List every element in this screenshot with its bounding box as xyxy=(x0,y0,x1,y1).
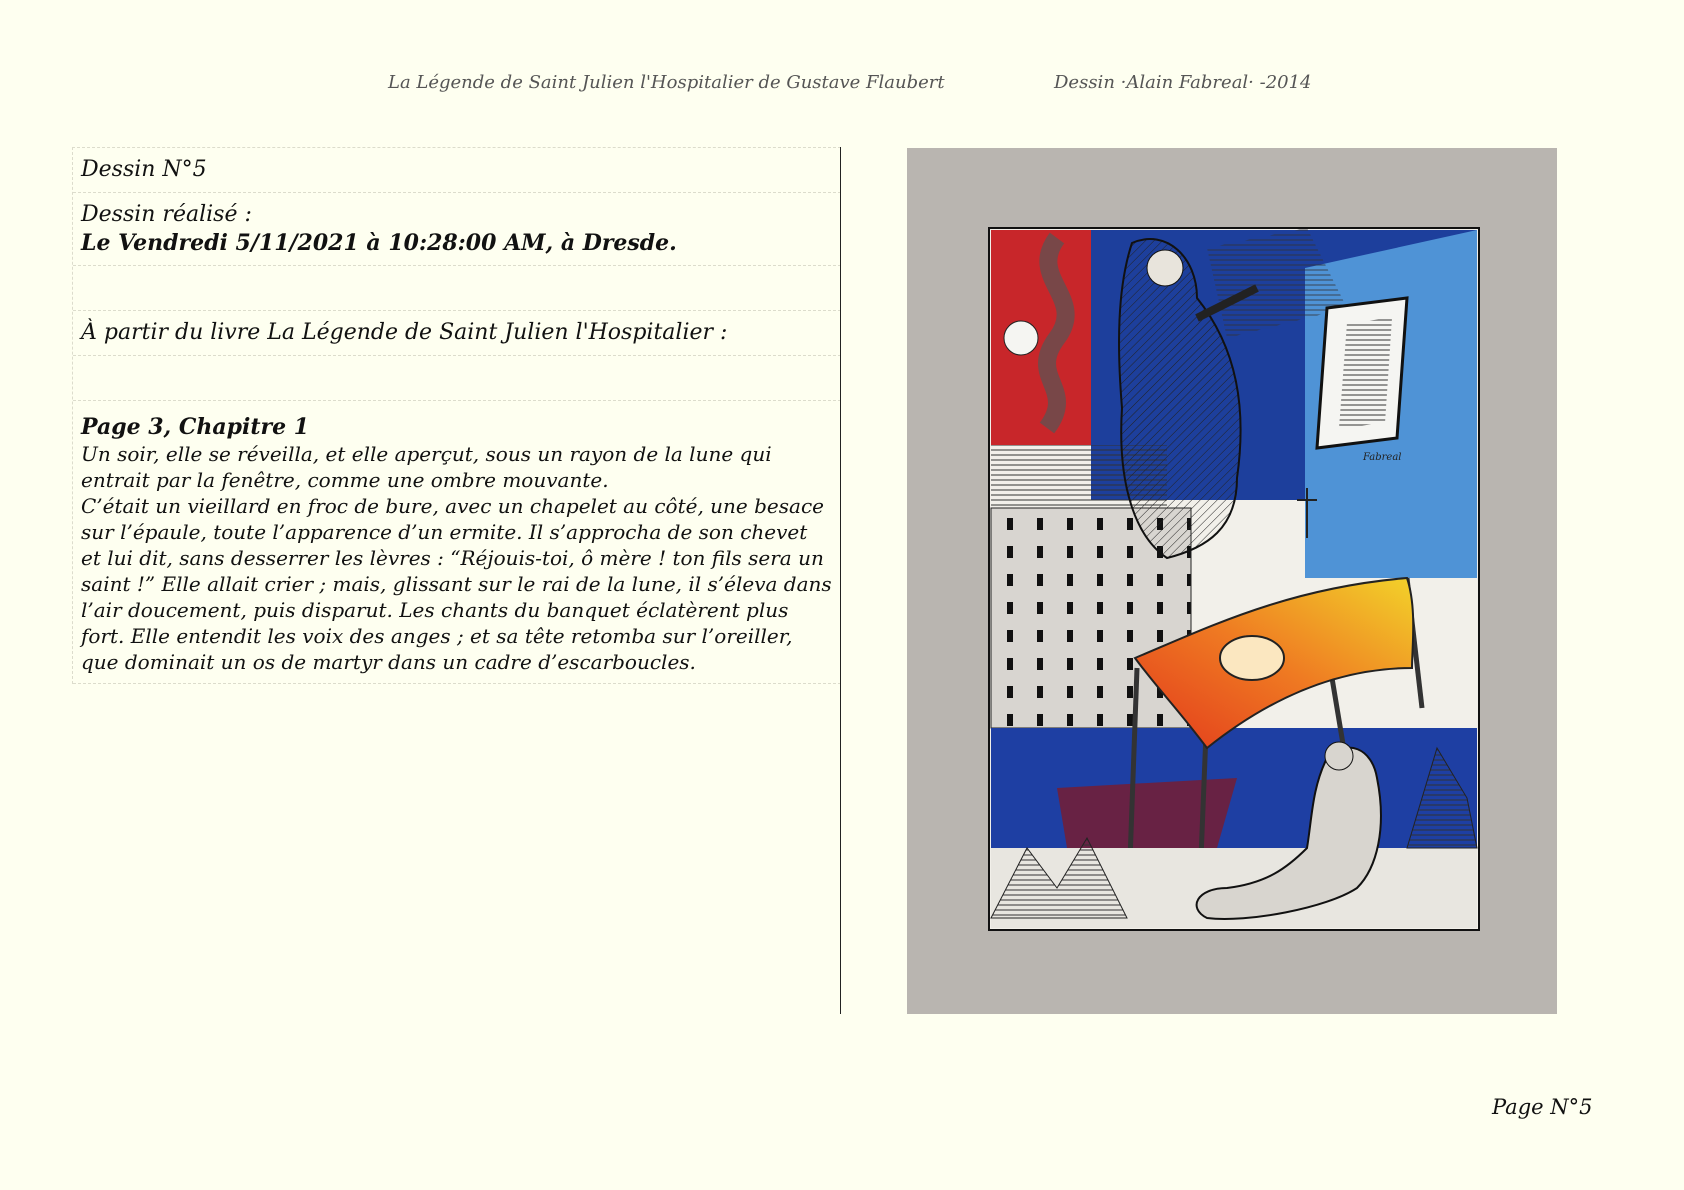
artwork-illustration xyxy=(907,148,1557,1014)
made-label: Dessin réalisé : xyxy=(81,202,252,227)
page-number: Page N°5 xyxy=(1492,1095,1593,1119)
source-row xyxy=(73,311,841,356)
blank-row xyxy=(73,356,841,401)
passage-row xyxy=(73,401,841,684)
made-date: Le Vendredi 5/11/2021 à 10:28:00 AM, à Dresde. xyxy=(81,230,677,256)
source-text: À partir du livre La Légende de Saint Julien l'Hospitalier : xyxy=(81,320,728,345)
artwork-image xyxy=(907,148,1557,1014)
column-divider xyxy=(840,147,841,1014)
passage-title: Page 3, Chapitre 1 xyxy=(81,414,310,440)
passage-text xyxy=(81,441,833,675)
drawing-number: Dessin N°5 xyxy=(81,157,207,182)
info-panel xyxy=(72,147,841,684)
artist-credit: Dessin ·Alain Fabreal· -2014 xyxy=(1054,72,1312,93)
book-title: La Légende de Saint Julien l'Hospitalier de Gustave Flaubert xyxy=(388,72,945,93)
drawing-number-row xyxy=(73,148,841,193)
blank-row xyxy=(73,266,841,311)
made-row xyxy=(73,193,841,266)
page-header xyxy=(0,72,1684,102)
passage-paragraph: C’était un vieillard en froc de bure, avec un chapelet au côté, une besace sur l’épaule, toute l’apparence d’un ermite. Il s’approcha de son chevet et lui dit, sans desserrer les lèvres : “Réjouis-toi, ô mère ! ton fils sera un saint !” Elle allait crier ; mais, glissant sur le rai de la lune, il s’éleva dans l’air doucement, puis disparut. Les chants du banquet éclatèrent plus fort. Elle entendit les voix des anges ; et sa tête retomba sur l’oreiller, que dominait un os de martyr dans un cadre d’escarboucles. xyxy=(81,494,832,674)
passage-paragraph: Un soir, elle se réveilla, et elle aperçut, sous un rayon de la lune qui entrait par la fenêtre, comme une ombre mouvante. xyxy=(81,442,772,492)
artist-signature: Fabreal xyxy=(1363,452,1402,463)
